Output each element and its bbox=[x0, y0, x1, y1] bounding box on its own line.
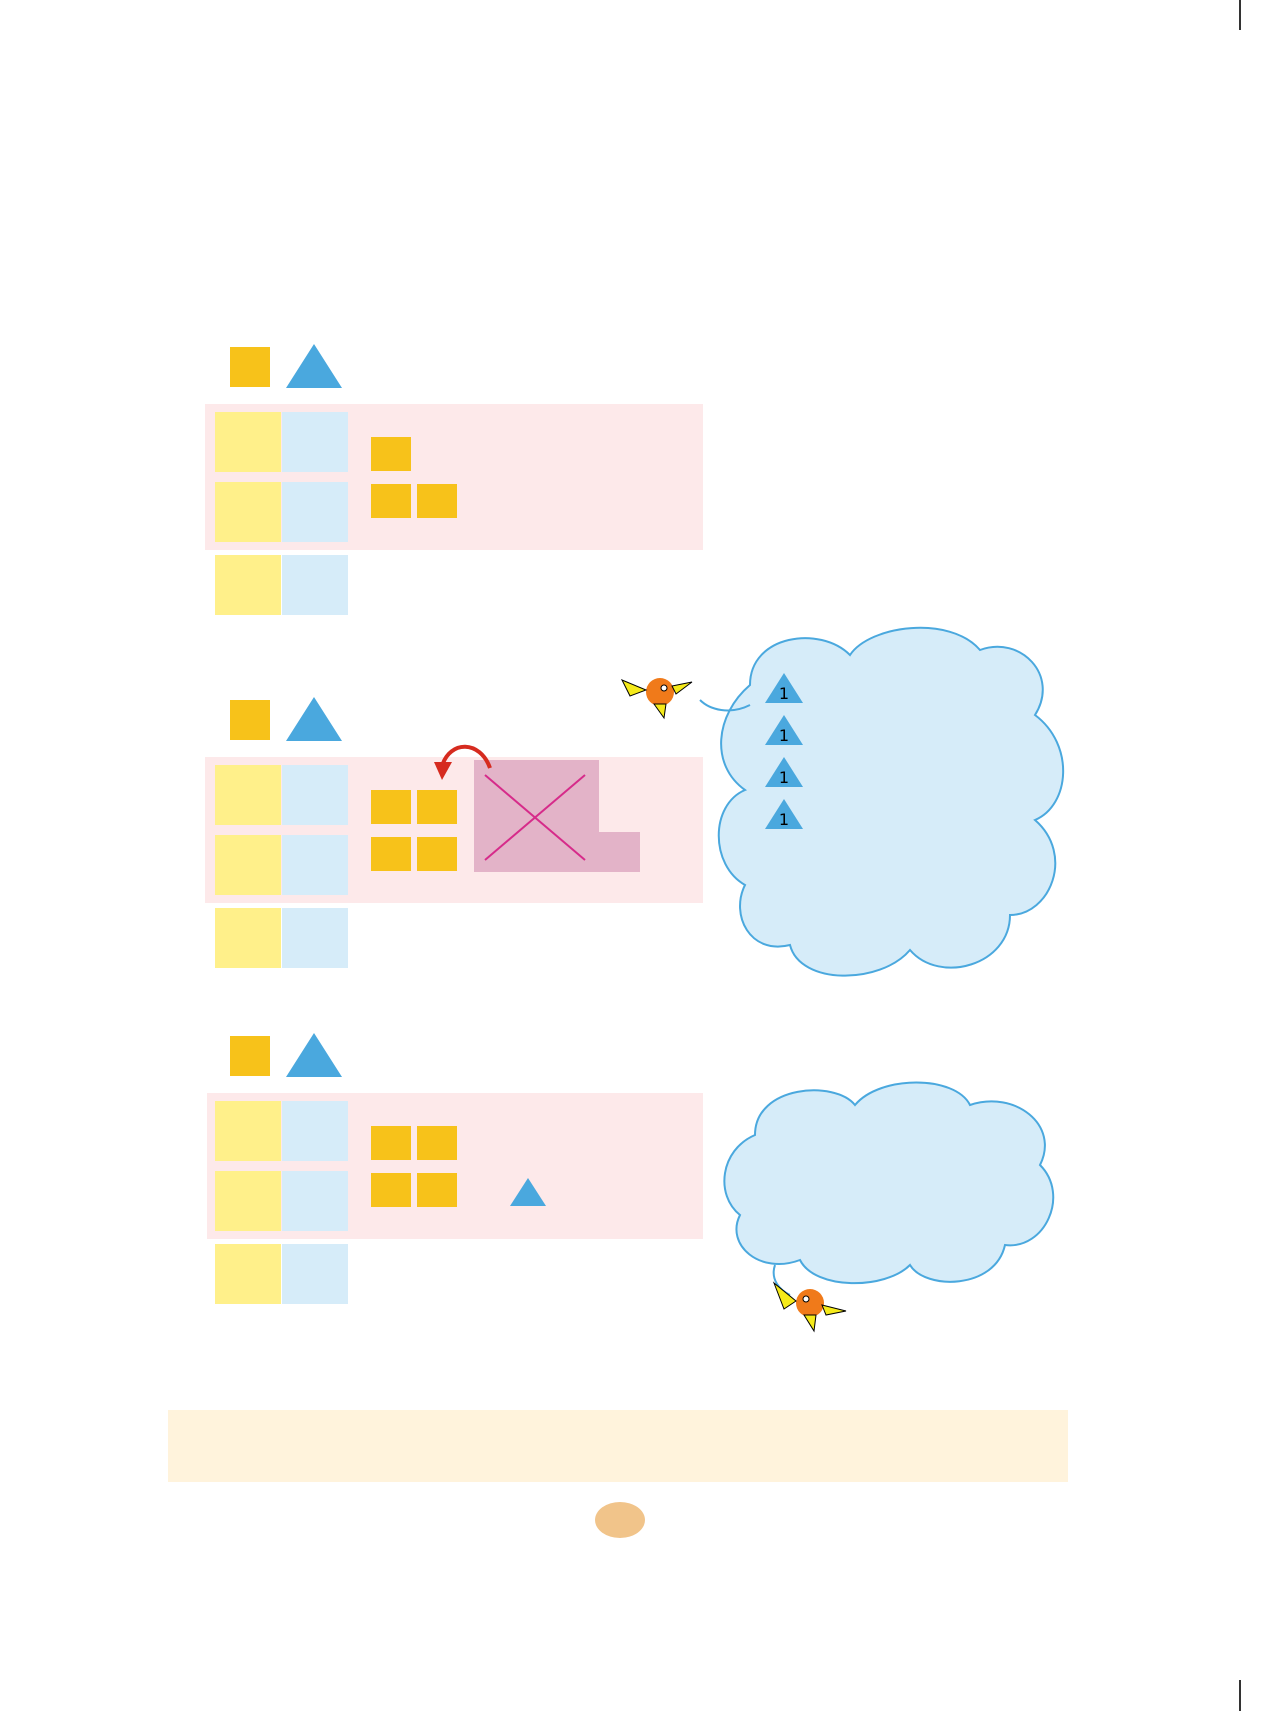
one-triangle-icon bbox=[765, 673, 803, 703]
step1-ten-token bbox=[371, 484, 411, 518]
step1-row1-ones bbox=[282, 412, 348, 472]
bubble1-text bbox=[765, 665, 1045, 833]
step2-row2-ones bbox=[282, 835, 348, 895]
step1-ten-token bbox=[371, 437, 411, 471]
header-ten-token bbox=[230, 1036, 270, 1076]
svg-text:1: 1 bbox=[778, 725, 790, 745]
svg-text:1: 1 bbox=[778, 683, 790, 703]
step2-ten-token bbox=[371, 790, 411, 824]
step2-row1-ones bbox=[282, 765, 348, 825]
one-triangle-icon bbox=[765, 799, 803, 829]
step2-result-tens bbox=[215, 908, 281, 968]
step1-row1-tens bbox=[215, 412, 281, 472]
step3-one-triangle bbox=[510, 1178, 546, 1206]
step1-row2-tens bbox=[215, 482, 281, 542]
bird-icon bbox=[620, 660, 700, 720]
svg-text:1: 1 bbox=[778, 767, 790, 787]
header-ten-token bbox=[230, 347, 270, 387]
svg-text:1: 1 bbox=[778, 809, 790, 829]
bird-icon bbox=[770, 1275, 850, 1335]
cross-out-icon bbox=[480, 770, 590, 870]
step1-ten-token bbox=[417, 484, 457, 518]
header-ten-token bbox=[230, 700, 270, 740]
one-triangle-icon bbox=[765, 757, 803, 787]
step2-ten-token bbox=[417, 837, 457, 871]
header-one-triangle bbox=[286, 1033, 342, 1077]
step3-row1-ones bbox=[282, 1101, 348, 1161]
step3-result-ones bbox=[282, 1244, 348, 1304]
step3-ten-token bbox=[371, 1126, 411, 1160]
page-number bbox=[595, 1502, 645, 1538]
step3-row2-ones bbox=[282, 1171, 348, 1231]
bubble2-text bbox=[760, 1116, 1040, 1200]
step1-result-tens bbox=[215, 555, 281, 615]
step3-row1-tens bbox=[215, 1101, 281, 1161]
teacher-note bbox=[168, 1410, 1068, 1482]
step3-ten-token bbox=[417, 1126, 457, 1160]
grouped-ones-highlight bbox=[599, 832, 640, 872]
step3-ten-token bbox=[417, 1173, 457, 1207]
step3-result-tens bbox=[215, 1244, 281, 1304]
step2-row1-tens bbox=[215, 765, 281, 825]
header-one-triangle bbox=[286, 697, 342, 741]
step2-row2-tens bbox=[215, 835, 281, 895]
one-triangle-icon bbox=[765, 715, 803, 745]
step3-ten-token bbox=[371, 1173, 411, 1207]
step2-ten-token bbox=[371, 837, 411, 871]
step1-row2-ones bbox=[282, 482, 348, 542]
header-one-triangle bbox=[286, 344, 342, 388]
step2-result-ones bbox=[282, 908, 348, 968]
step1-result-ones bbox=[282, 555, 348, 615]
step3-row2-tens bbox=[215, 1171, 281, 1231]
